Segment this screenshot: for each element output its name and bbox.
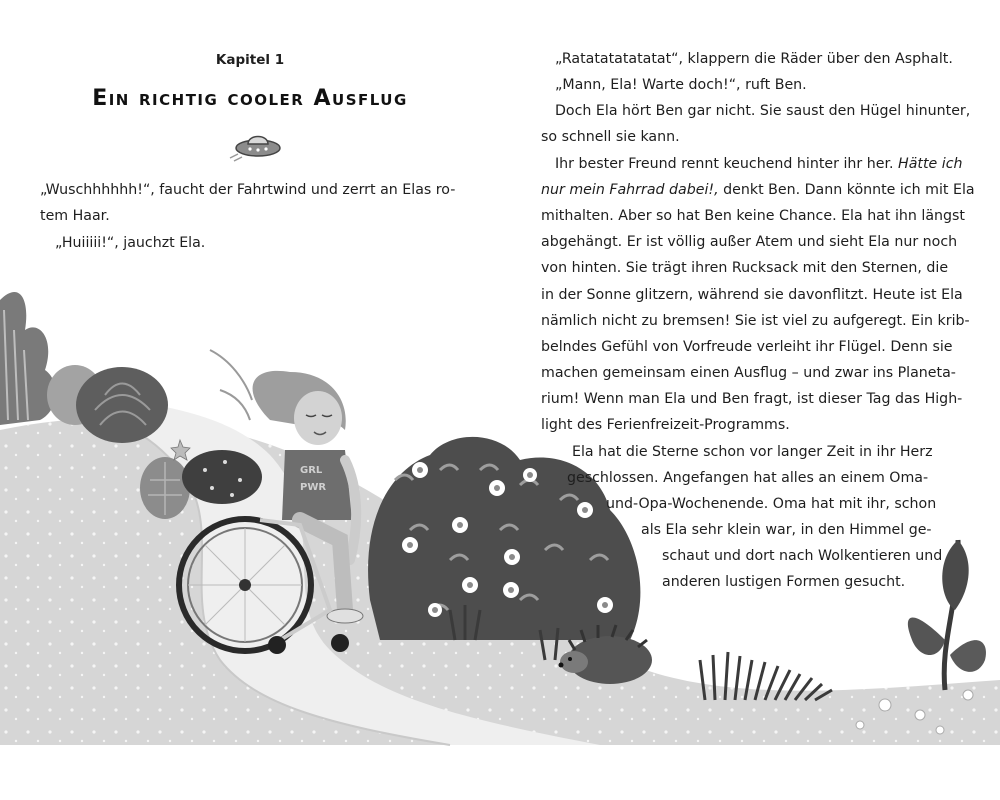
text-line: schaut und dort nach Wolkentieren und — [662, 548, 943, 564]
chapter-title: Ein richtig cooler Ausflug — [92, 86, 408, 111]
italic-text: Hätte ich — [898, 156, 963, 172]
text-line: „Wuschhhhhh!“, faucht der Fahrtwind und zerrt an Elas ro- — [40, 182, 456, 198]
shirt-text-2: PWR — [300, 482, 327, 493]
text-line — [555, 154, 963, 174]
italic-text: nur mein Fahrrad dabei!, — [541, 182, 719, 198]
text-line: rium! Wenn man Ela und Ben fragt, ist dieser Tag das High- — [541, 391, 963, 407]
text-line: von hinten. Sie trägt ihren Rucksack mit den Sternen, die — [541, 260, 949, 276]
text-line: „Ratatatatatatat“, klappern die Räder über den Asphalt. — [555, 51, 953, 67]
text-line: tem Haar. — [40, 208, 110, 224]
text-line: belndes Gefühl von Vorfreude verleiht ihr Flügel. Denn sie — [541, 339, 953, 355]
text-line: geschlossen. Angefangen hat alles an einem Oma- — [567, 470, 929, 486]
text-line: „Mann, Ela! Warte doch!“, ruft Ben. — [555, 77, 807, 93]
text-line: abgehängt. Er ist völlig außer Atem und sieht Ela nur noch — [541, 234, 958, 250]
text-line: nämlich nicht zu bremsen! Sie ist viel zu aufgeregt. Ein krib- — [541, 313, 970, 329]
text-line: Doch Ela hört Ben gar nicht. Sie saust den Hügel hinunter, — [555, 103, 971, 119]
text-line: anderen lustigen Formen gesucht. — [662, 574, 906, 590]
text-run: denkt Ben. Dann könnte ich mit Ela — [723, 182, 975, 198]
text-line — [541, 180, 975, 200]
text-line: in der Sonne glitzern, während sie davonflitzt. Heute ist Ela — [541, 287, 963, 303]
text-line: Ela hat die Sterne schon vor langer Zeit in ihr Herz — [572, 444, 933, 460]
chapter-label: Kapitel 1 — [215, 52, 285, 68]
ufo-icon — [228, 128, 282, 162]
text-line: und-Opa-Wochenende. Oma hat mit ihr, schon — [606, 496, 937, 512]
text-run: Ihr bester Freund rennt keuchend hinter ihr her. — [555, 156, 894, 172]
text-line: light des Ferienfreizeit-Programms. — [541, 417, 790, 433]
text-line: so schnell sie kann. — [541, 129, 680, 145]
shirt-text-1: GRL — [300, 465, 323, 476]
text-line: machen gemeinsam einen Ausflug – und zwar ins Planeta- — [541, 365, 956, 381]
text-line: als Ela sehr klein war, in den Himmel ge- — [641, 522, 932, 538]
text-line: „Huiiiii!“, jauchzt Ela. — [55, 235, 206, 251]
text-line: mithalten. Aber so hat Ben keine Chance. Ela hat ihn längst — [541, 208, 965, 224]
